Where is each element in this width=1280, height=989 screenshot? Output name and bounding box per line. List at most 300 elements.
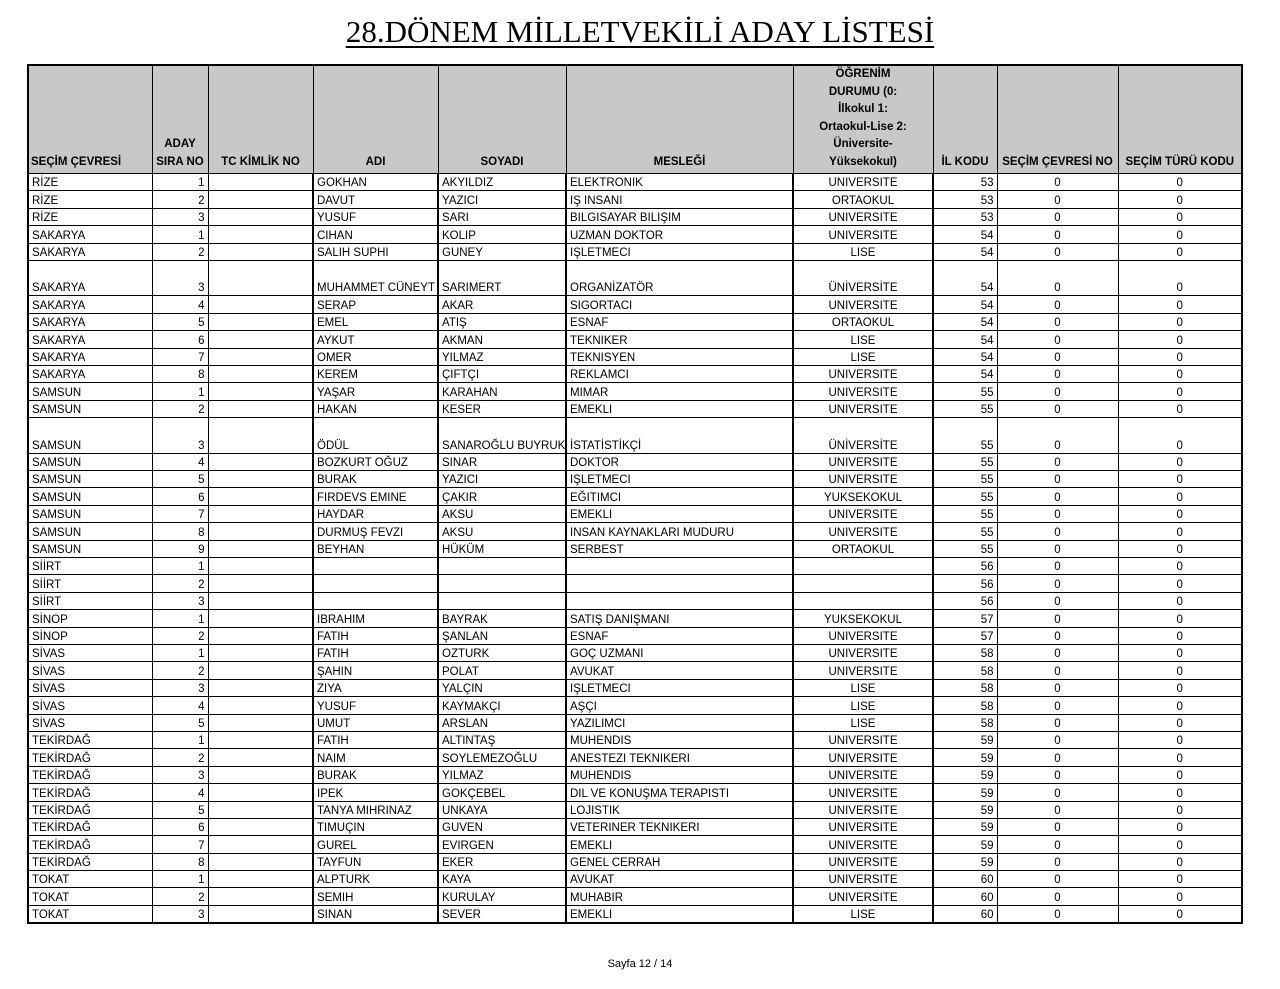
cell-soyadi: AKSU [438, 505, 566, 522]
header-tc-kimlik-no: TC KİMLİK NO [208, 65, 313, 174]
cell-adi: IBRAHIM [313, 610, 438, 627]
cell-aday-sira-no: 7 [152, 505, 208, 522]
cell-secim-cevresi: TEKİRDAĞ [28, 853, 152, 870]
header-meslegi: MESLEĞİ [566, 65, 793, 174]
cell-secim-turu-kodu: 0 [1118, 627, 1242, 644]
cell-meslegi: ORGANİZATÖR [566, 260, 793, 296]
cell-secim-cevresi-no: 0 [997, 523, 1118, 540]
cell-il-kodu: 56 [933, 592, 997, 609]
cell-adi [313, 575, 438, 592]
cell-tc-kimlik-no [208, 836, 313, 853]
cell-aday-sira-no: 7 [152, 348, 208, 365]
table-row [28, 471, 1242, 488]
cell-il-kodu: 55 [933, 383, 997, 400]
cell-tc-kimlik-no [208, 697, 313, 714]
cell-adi [313, 592, 438, 609]
cell-secim-turu-kodu: 0 [1118, 731, 1242, 748]
cell-soyadi [438, 592, 566, 609]
cell-aday-sira-no: 2 [152, 888, 208, 905]
cell-secim-cevresi-no: 0 [997, 191, 1118, 208]
page-number: Sayfa 12 / 14 [607, 958, 673, 970]
table-row [28, 592, 1242, 609]
cell-aday-sira-no: 2 [152, 243, 208, 260]
cell-soyadi: SEVER [438, 905, 566, 923]
cell-secim-cevresi-no: 0 [997, 366, 1118, 383]
cell-meslegi: UZMAN DOKTOR [566, 226, 793, 243]
cell-secim-turu-kodu: 0 [1118, 905, 1242, 923]
table-row [28, 226, 1242, 243]
cell-il-kodu: 58 [933, 644, 997, 661]
table-row [28, 348, 1242, 365]
cell-aday-sira-no: 3 [152, 208, 208, 225]
cell-secim-cevresi: TOKAT [28, 888, 152, 905]
cell-ogrenim-durumu: UNIVERSITE [793, 749, 933, 766]
cell-secim-turu-kodu: 0 [1118, 366, 1242, 383]
cell-ogrenim-durumu: LISE [793, 243, 933, 260]
cell-soyadi: YILMAZ [438, 348, 566, 365]
cell-adi: YUSUF [313, 208, 438, 225]
cell-soyadi: KAYMAKÇI [438, 697, 566, 714]
cell-secim-cevresi-no: 0 [997, 296, 1118, 313]
cell-tc-kimlik-no [208, 662, 313, 679]
cell-secim-cevresi-no: 0 [997, 784, 1118, 801]
cell-tc-kimlik-no [208, 453, 313, 470]
cell-secim-cevresi-no: 0 [997, 505, 1118, 522]
cell-secim-cevresi: SAMSUN [28, 400, 152, 417]
cell-tc-kimlik-no [208, 418, 313, 454]
page-title: 28.DÖNEM MİLLETVEKİLİ ADAY LİSTESİ [345, 14, 935, 49]
cell-aday-sira-no: 6 [152, 818, 208, 835]
cell-secim-turu-kodu: 0 [1118, 575, 1242, 592]
cell-meslegi: AVUKAT [566, 871, 793, 888]
header-secim-cevresi-no: SEÇİM ÇEVRESİ NO [997, 65, 1118, 174]
cell-soyadi: ARSLAN [438, 714, 566, 731]
cell-ogrenim-durumu: UNIVERSITE [793, 208, 933, 225]
cell-adi: SINAN [313, 905, 438, 923]
cell-tc-kimlik-no [208, 766, 313, 783]
table-row [28, 400, 1242, 417]
cell-soyadi: YAZICI [438, 191, 566, 208]
cell-meslegi: DIL VE KONUŞMA TERAPISTI [566, 784, 793, 801]
cell-ogrenim-durumu: UNIVERSITE [793, 662, 933, 679]
cell-aday-sira-no: 8 [152, 853, 208, 870]
cell-meslegi: IŞLETMECI [566, 679, 793, 696]
cell-aday-sira-no: 1 [152, 226, 208, 243]
cell-adi: AYKUT [313, 331, 438, 348]
cell-ogrenim-durumu: UNIVERSITE [793, 174, 933, 191]
cell-secim-cevresi: SAMSUN [28, 453, 152, 470]
cell-ogrenim-durumu: LISE [793, 714, 933, 731]
cell-adi: DURMUŞ FEVZI [313, 523, 438, 540]
cell-secim-turu-kodu: 0 [1118, 243, 1242, 260]
cell-secim-cevresi: SAKARYA [28, 243, 152, 260]
cell-il-kodu: 55 [933, 488, 997, 505]
cell-meslegi: MIMAR [566, 383, 793, 400]
cell-soyadi: BAYRAK [438, 610, 566, 627]
cell-secim-turu-kodu: 0 [1118, 592, 1242, 609]
cell-meslegi: GOÇ UZMANI [566, 644, 793, 661]
cell-secim-cevresi-no: 0 [997, 749, 1118, 766]
cell-il-kodu: 59 [933, 836, 997, 853]
cell-secim-cevresi-no: 0 [997, 888, 1118, 905]
cell-soyadi: EKER [438, 853, 566, 870]
cell-secim-cevresi: SAKARYA [28, 313, 152, 330]
header-adi: ADI [313, 65, 438, 174]
cell-adi: OMER [313, 348, 438, 365]
cell-tc-kimlik-no [208, 888, 313, 905]
cell-adi: BOZKURT OĞUZ [313, 453, 438, 470]
cell-il-kodu: 55 [933, 471, 997, 488]
cell-ogrenim-durumu: LISE [793, 905, 933, 923]
table-row [28, 853, 1242, 870]
cell-aday-sira-no: 6 [152, 331, 208, 348]
cell-secim-cevresi: RİZE [28, 208, 152, 225]
cell-adi: ÖDÜL [313, 418, 438, 454]
cell-il-kodu: 59 [933, 818, 997, 835]
cell-ogrenim-durumu: UNIVERSITE [793, 644, 933, 661]
cell-secim-cevresi-no: 0 [997, 697, 1118, 714]
cell-secim-cevresi-no: 0 [997, 766, 1118, 783]
cell-soyadi: UNKAYA [438, 801, 566, 818]
table-row [28, 331, 1242, 348]
cell-adi: TAYFUN [313, 853, 438, 870]
header-secim-cevresi: SEÇİM ÇEVRESİ [28, 65, 152, 174]
cell-aday-sira-no: 3 [152, 679, 208, 696]
cell-secim-turu-kodu: 0 [1118, 644, 1242, 661]
cell-secim-cevresi: TEKİRDAĞ [28, 731, 152, 748]
cell-meslegi: IŞLETMECI [566, 243, 793, 260]
table-row [28, 644, 1242, 661]
cell-secim-turu-kodu: 0 [1118, 383, 1242, 400]
cell-ogrenim-durumu [793, 558, 933, 575]
cell-soyadi: SOYLEMEZOĞLU [438, 749, 566, 766]
cell-ogrenim-durumu: YUKSEKOKUL [793, 488, 933, 505]
cell-secim-cevresi-no: 0 [997, 836, 1118, 853]
cell-adi: EMEL [313, 313, 438, 330]
cell-il-kodu: 60 [933, 905, 997, 923]
cell-secim-turu-kodu: 0 [1118, 226, 1242, 243]
cell-soyadi: SINAR [438, 453, 566, 470]
cell-secim-cevresi: SAKARYA [28, 260, 152, 296]
cell-ogrenim-durumu: UNIVERSITE [793, 871, 933, 888]
cell-adi: YAŞAR [313, 383, 438, 400]
table-row [28, 627, 1242, 644]
cell-secim-cevresi-no: 0 [997, 905, 1118, 923]
cell-secim-cevresi: SİNOP [28, 627, 152, 644]
cell-aday-sira-no: 1 [152, 174, 208, 191]
cell-ogrenim-durumu: UNIVERSITE [793, 505, 933, 522]
cell-adi: ZIYA [313, 679, 438, 696]
cell-secim-cevresi: TEKİRDAĞ [28, 784, 152, 801]
header-ogrenim-durumu: ÖĞRENİM DURUMU (0: İlkokul 1: Ortaokul-Lise 2: Üniversite-Yüksekokul) [793, 65, 933, 174]
cell-adi: FIRDEVS EMINE [313, 488, 438, 505]
cell-tc-kimlik-no [208, 905, 313, 923]
cell-adi: UMUT [313, 714, 438, 731]
cell-ogrenim-durumu: ORTAOKUL [793, 540, 933, 557]
cell-secim-turu-kodu: 0 [1118, 505, 1242, 522]
cell-il-kodu: 58 [933, 662, 997, 679]
table-row [28, 697, 1242, 714]
cell-secim-cevresi-no: 0 [997, 488, 1118, 505]
cell-il-kodu: 57 [933, 627, 997, 644]
cell-soyadi: ALTINTAŞ [438, 731, 566, 748]
cell-meslegi: INSAN KAYNAKLARI MUDURU [566, 523, 793, 540]
cell-soyadi: POLAT [438, 662, 566, 679]
cell-secim-cevresi-no: 0 [997, 679, 1118, 696]
table-row [28, 174, 1242, 191]
cell-tc-kimlik-no [208, 644, 313, 661]
cell-adi: ŞAHIN [313, 662, 438, 679]
cell-aday-sira-no: 1 [152, 731, 208, 748]
cell-aday-sira-no: 5 [152, 471, 208, 488]
cell-aday-sira-no: 3 [152, 260, 208, 296]
cell-adi: BURAK [313, 471, 438, 488]
cell-aday-sira-no: 1 [152, 383, 208, 400]
cell-meslegi: MUHENDIS [566, 731, 793, 748]
cell-secim-cevresi: TEKİRDAĞ [28, 766, 152, 783]
cell-aday-sira-no: 9 [152, 540, 208, 557]
cell-tc-kimlik-no [208, 558, 313, 575]
cell-secim-cevresi: SAMSUN [28, 540, 152, 557]
cell-il-kodu: 56 [933, 575, 997, 592]
cell-adi: SALIH SUPHI [313, 243, 438, 260]
cell-meslegi: MUHENDIS [566, 766, 793, 783]
cell-adi: FATIH [313, 644, 438, 661]
cell-il-kodu: 55 [933, 523, 997, 540]
cell-tc-kimlik-no [208, 731, 313, 748]
cell-soyadi: AKSU [438, 523, 566, 540]
table-row [28, 418, 1242, 454]
cell-secim-cevresi-no: 0 [997, 383, 1118, 400]
cell-meslegi: ESNAF [566, 627, 793, 644]
cell-secim-cevresi: SİVAS [28, 662, 152, 679]
cell-secim-cevresi-no: 0 [997, 801, 1118, 818]
cell-meslegi: ESNAF [566, 313, 793, 330]
cell-tc-kimlik-no [208, 366, 313, 383]
cell-secim-cevresi: TOKAT [28, 871, 152, 888]
cell-adi: NAIM [313, 749, 438, 766]
cell-secim-turu-kodu: 0 [1118, 523, 1242, 540]
cell-ogrenim-durumu: UNIVERSITE [793, 801, 933, 818]
cell-soyadi: HÜKÜM [438, 540, 566, 557]
cell-aday-sira-no: 5 [152, 313, 208, 330]
cell-soyadi: GOKÇEBEL [438, 784, 566, 801]
table-row [28, 313, 1242, 330]
cell-soyadi: KOLIP [438, 226, 566, 243]
cell-ogrenim-durumu: LISE [793, 679, 933, 696]
cell-tc-kimlik-no [208, 191, 313, 208]
cell-meslegi: IŞLETMECI [566, 471, 793, 488]
cell-secim-cevresi-no: 0 [997, 871, 1118, 888]
cell-secim-cevresi-no: 0 [997, 453, 1118, 470]
cell-il-kodu: 55 [933, 505, 997, 522]
cell-adi: GOKHAN [313, 174, 438, 191]
cell-meslegi: EMEKLI [566, 905, 793, 923]
cell-ogrenim-durumu: UNIVERSITE [793, 296, 933, 313]
cell-ogrenim-durumu: UNIVERSITE [793, 731, 933, 748]
cell-secim-turu-kodu: 0 [1118, 208, 1242, 225]
cell-soyadi: SARIMERT [438, 260, 566, 296]
cell-secim-cevresi: SAMSUN [28, 471, 152, 488]
cell-il-kodu: 53 [933, 191, 997, 208]
cell-secim-cevresi-no: 0 [997, 731, 1118, 748]
cell-meslegi: GENEL CERRAH [566, 853, 793, 870]
cell-secim-turu-kodu: 0 [1118, 540, 1242, 557]
cell-secim-cevresi: SAKARYA [28, 366, 152, 383]
cell-ogrenim-durumu [793, 575, 933, 592]
cell-il-kodu: 59 [933, 766, 997, 783]
cell-secim-cevresi: SAKARYA [28, 331, 152, 348]
cell-meslegi: EMEKLI [566, 400, 793, 417]
cell-aday-sira-no: 8 [152, 366, 208, 383]
cell-ogrenim-durumu: UNIVERSITE [793, 784, 933, 801]
cell-soyadi: KESER [438, 400, 566, 417]
cell-tc-kimlik-no [208, 383, 313, 400]
cell-aday-sira-no: 3 [152, 592, 208, 609]
cell-secim-cevresi: SAKARYA [28, 348, 152, 365]
cell-aday-sira-no: 2 [152, 400, 208, 417]
cell-meslegi: EMEKLI [566, 836, 793, 853]
cell-soyadi: GUVEN [438, 818, 566, 835]
cell-adi: SEMIH [313, 888, 438, 905]
cell-aday-sira-no: 2 [152, 575, 208, 592]
cell-aday-sira-no: 5 [152, 801, 208, 818]
cell-il-kodu: 54 [933, 243, 997, 260]
cell-il-kodu: 54 [933, 331, 997, 348]
cell-aday-sira-no: 1 [152, 871, 208, 888]
cell-secim-cevresi-no: 0 [997, 260, 1118, 296]
cell-secim-turu-kodu: 0 [1118, 558, 1242, 575]
cell-secim-cevresi: SAKARYA [28, 226, 152, 243]
cell-soyadi: ŞANLAN [438, 627, 566, 644]
cell-soyadi: OZTURK [438, 644, 566, 661]
cell-secim-turu-kodu: 0 [1118, 191, 1242, 208]
cell-secim-cevresi: TEKİRDAĞ [28, 749, 152, 766]
cell-adi: BURAK [313, 766, 438, 783]
cell-soyadi: ÇIFTÇI [438, 366, 566, 383]
table-row [28, 610, 1242, 627]
cell-adi: DAVUT [313, 191, 438, 208]
header-secim-turu-kodu: SEÇİM TÜRÜ KODU [1118, 65, 1242, 174]
cell-soyadi: KAYA [438, 871, 566, 888]
cell-soyadi: ÇAKIR [438, 488, 566, 505]
cell-secim-cevresi-no: 0 [997, 575, 1118, 592]
cell-ogrenim-durumu: UNIVERSITE [793, 853, 933, 870]
cell-ogrenim-durumu: ORTAOKUL [793, 313, 933, 330]
cell-secim-cevresi: SAKARYA [28, 296, 152, 313]
cell-aday-sira-no: 3 [152, 418, 208, 454]
table-row [28, 731, 1242, 748]
cell-secim-turu-kodu: 0 [1118, 801, 1242, 818]
cell-soyadi [438, 558, 566, 575]
cell-adi: KEREM [313, 366, 438, 383]
table-row [28, 260, 1242, 296]
cell-meslegi: ELEKTRONIK [566, 174, 793, 191]
cell-ogrenim-durumu: LISE [793, 697, 933, 714]
cell-ogrenim-durumu: UNIVERSITE [793, 836, 933, 853]
cell-tc-kimlik-no [208, 818, 313, 835]
cell-ogrenim-durumu: LISE [793, 331, 933, 348]
cell-soyadi [438, 575, 566, 592]
cell-secim-cevresi: SİVAS [28, 714, 152, 731]
cell-il-kodu: 55 [933, 400, 997, 417]
cell-secim-cevresi-no: 0 [997, 540, 1118, 557]
cell-meslegi: YAZILIMCI [566, 714, 793, 731]
cell-tc-kimlik-no [208, 243, 313, 260]
cell-secim-cevresi: SAMSUN [28, 523, 152, 540]
cell-tc-kimlik-no [208, 296, 313, 313]
cell-meslegi [566, 558, 793, 575]
cell-aday-sira-no: 2 [152, 749, 208, 766]
cell-meslegi: IŞ INSANI [566, 191, 793, 208]
cell-secim-cevresi-no: 0 [997, 418, 1118, 454]
cell-secim-cevresi: SİİRT [28, 558, 152, 575]
cell-meslegi: AŞÇI [566, 697, 793, 714]
cell-tc-kimlik-no [208, 575, 313, 592]
table-row [28, 871, 1242, 888]
cell-il-kodu: 53 [933, 174, 997, 191]
cell-meslegi: EMEKLI [566, 505, 793, 522]
cell-ogrenim-durumu: UNIVERSITE [793, 523, 933, 540]
cell-meslegi: VETERINER TEKNIKERI [566, 818, 793, 835]
cell-ogrenim-durumu: UNIVERSITE [793, 366, 933, 383]
cell-secim-turu-kodu: 0 [1118, 400, 1242, 417]
cell-secim-cevresi-no: 0 [997, 313, 1118, 330]
cell-secim-cevresi-no: 0 [997, 208, 1118, 225]
cell-tc-kimlik-no [208, 208, 313, 225]
cell-secim-cevresi-no: 0 [997, 226, 1118, 243]
cell-secim-turu-kodu: 0 [1118, 662, 1242, 679]
cell-secim-cevresi-no: 0 [997, 853, 1118, 870]
cell-aday-sira-no: 4 [152, 784, 208, 801]
table-row [28, 558, 1242, 575]
cell-meslegi: EĞITIMCI [566, 488, 793, 505]
cell-aday-sira-no: 8 [152, 523, 208, 540]
cell-secim-cevresi: RİZE [28, 174, 152, 191]
cell-meslegi: ANESTEZI TEKNIKERI [566, 749, 793, 766]
table-row [28, 453, 1242, 470]
table-row [28, 575, 1242, 592]
table-row [28, 540, 1242, 557]
cell-secim-cevresi-no: 0 [997, 662, 1118, 679]
cell-meslegi: AVUKAT [566, 662, 793, 679]
cell-soyadi: AKMAN [438, 331, 566, 348]
table-row [28, 888, 1242, 905]
cell-secim-cevresi-no: 0 [997, 644, 1118, 661]
cell-secim-turu-kodu: 0 [1118, 313, 1242, 330]
cell-tc-kimlik-no [208, 784, 313, 801]
cell-aday-sira-no: 3 [152, 905, 208, 923]
cell-secim-turu-kodu: 0 [1118, 260, 1242, 296]
cell-il-kodu: 53 [933, 208, 997, 225]
cell-il-kodu: 55 [933, 418, 997, 454]
cell-il-kodu: 58 [933, 714, 997, 731]
cell-secim-turu-kodu: 0 [1118, 818, 1242, 835]
cell-secim-turu-kodu: 0 [1118, 174, 1242, 191]
table-row [28, 714, 1242, 731]
cell-ogrenim-durumu: UNIVERSITE [793, 627, 933, 644]
cell-secim-turu-kodu: 0 [1118, 697, 1242, 714]
cell-tc-kimlik-no [208, 348, 313, 365]
cell-aday-sira-no: 7 [152, 836, 208, 853]
cell-il-kodu: 54 [933, 366, 997, 383]
cell-tc-kimlik-no [208, 488, 313, 505]
cell-secim-turu-kodu: 0 [1118, 488, 1242, 505]
cell-tc-kimlik-no [208, 505, 313, 522]
cell-soyadi: YILMAZ [438, 766, 566, 783]
cell-secim-cevresi-no: 0 [997, 243, 1118, 260]
cell-il-kodu: 58 [933, 697, 997, 714]
